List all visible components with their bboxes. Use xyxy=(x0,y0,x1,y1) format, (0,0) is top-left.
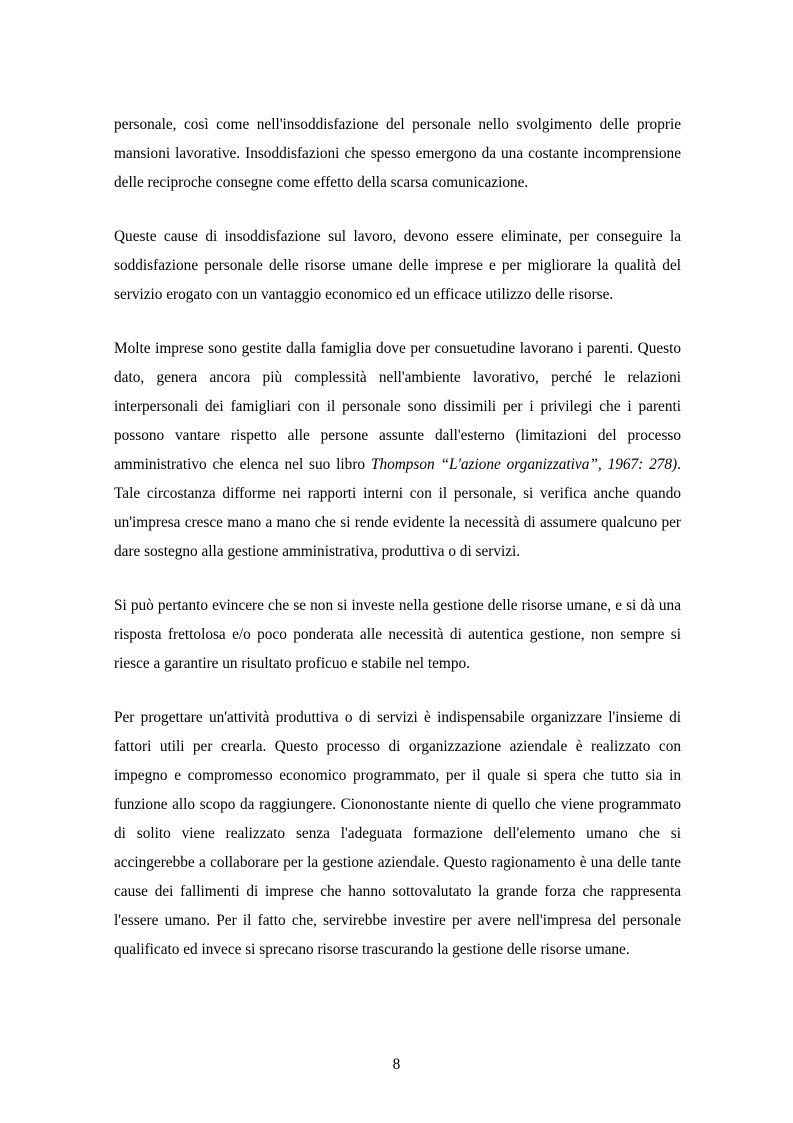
paragraph-3 xyxy=(114,334,681,566)
citation-thompson: Thompson “L'azione organizzativa”, 1967: 278) xyxy=(370,456,678,473)
body-text xyxy=(114,110,681,964)
paragraph-3-text-after: . Tale circostanza difforme nei rapporti interni con il personale, si verifica anche quando un'impresa cresce mano a mano che si rende evidente la necessità di assumere qualcuno per dare sostegno alla gestione amministrativa, produttiva o di servizi. xyxy=(114,456,681,560)
paragraph-1: personale, così come nell'insoddisfazione del personale nello svolgimento delle proprie mansioni lavorative. Insoddisfazioni che spesso emergono da una costante incomprensione delle reciproche consegne come effetto della scarsa comunicazione. xyxy=(114,116,681,191)
paragraph-4: Si può pertanto evincere che se non si investe nella gestione delle risorse umane, e si dà una risposta frettolosa e/o poco ponderata alle necessità di autentica gestione, non sempre si riesce a garantire un risultato proficuo e stabile nel tempo. xyxy=(114,597,681,672)
paragraph-3-text-before: Molte imprese sono gestite dalla famiglia dove per consuetudine lavorano i parenti. Questo dato, genera ancora più complessità nell'ambiente lavorativo, perché le relazioni interpersonali dei famigliari con il personale sono dissimili per i privilegi che i parenti possono vantare rispetto alle persone assunte dall'esterno (limitazioni del processo amministrativo che elenca nel suo libro xyxy=(114,340,681,473)
paragraph-2: Queste cause di insoddisfazione sul lavoro, devono essere eliminate, per conseguire la soddisfazione personale delle risorse umane delle imprese e per migliorare la qualità del servizio erogato con un vantaggio economico ed un efficace utilizzo delle risorse. xyxy=(114,228,681,303)
paragraph-5: Per progettare un'attività produttiva o di servizi è indispensabile organizzare l'insieme di fattori utili per crearla. Questo processo di organizzazione aziendale è realizzato con impegno e compromesso economico programmato, per il quale si spera che tutto sia in funzione allo scopo da raggiungere. Ciononostante niente di quello che viene programmato di solito viene realizzato senza l'adeguata formazione dell'elemento umano che si accingerebbe a collaborare per la gestione aziendale. Questo ragionamento è una delle tante cause dei fallimenti di imprese che hanno sottovalutato la grande forza che rappresenta l'essere umano. Per il fatto che, servirebbe investire per avere nell'impresa del personale qualificato ed invece si sprecano risorse trascurando la gestione delle risorse umane. xyxy=(114,709,681,958)
page-number: 8 xyxy=(392,1056,401,1073)
